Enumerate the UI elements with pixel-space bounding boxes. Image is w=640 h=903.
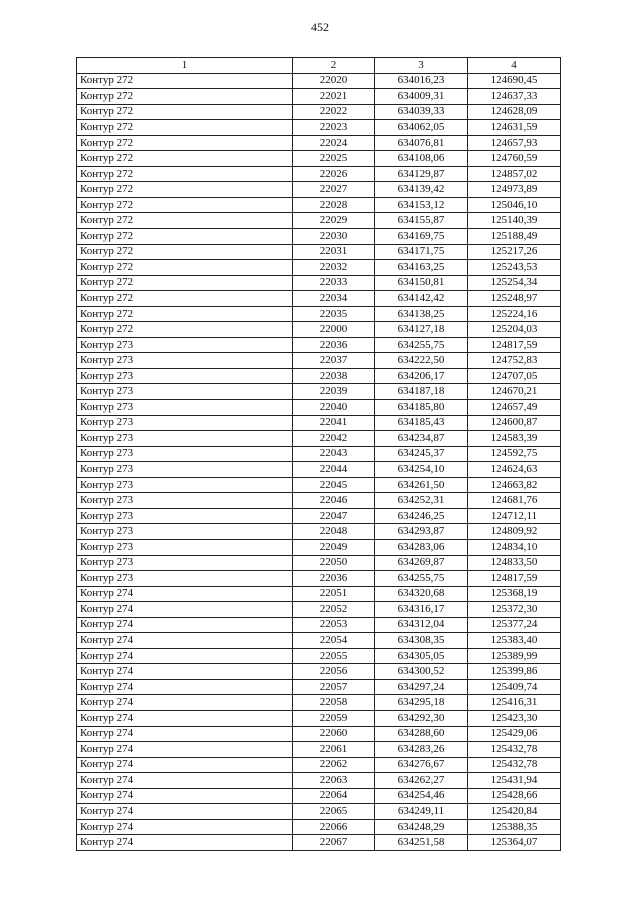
x-coordinate-cell: 634150,81 bbox=[375, 275, 468, 291]
table-row bbox=[77, 384, 561, 400]
point-number-cell: 22042 bbox=[293, 431, 375, 447]
table-row bbox=[77, 322, 561, 338]
contour-name-cell: Контур 272 bbox=[77, 73, 293, 89]
table-row bbox=[77, 742, 561, 758]
contour-name-cell: Контур 272 bbox=[77, 306, 293, 322]
contour-name-cell: Контур 274 bbox=[77, 819, 293, 835]
contour-name-cell: Контур 273 bbox=[77, 415, 293, 431]
y-coordinate-cell: 124817,59 bbox=[468, 571, 561, 587]
x-coordinate-cell: 634312,04 bbox=[375, 617, 468, 633]
point-number-cell: 22025 bbox=[293, 151, 375, 167]
y-coordinate-cell: 125431,94 bbox=[468, 773, 561, 789]
contour-name-cell: Контур 272 bbox=[77, 89, 293, 105]
table-row bbox=[77, 197, 561, 213]
x-coordinate-cell: 634138,25 bbox=[375, 306, 468, 322]
point-number-cell: 22041 bbox=[293, 415, 375, 431]
contour-name-cell: Контур 272 bbox=[77, 260, 293, 276]
contour-name-cell: Контур 274 bbox=[77, 695, 293, 711]
y-coordinate-cell: 125217,26 bbox=[468, 244, 561, 260]
contour-name-cell: Контур 272 bbox=[77, 197, 293, 213]
x-coordinate-cell: 634295,18 bbox=[375, 695, 468, 711]
point-number-cell: 22020 bbox=[293, 73, 375, 89]
point-number-cell: 22057 bbox=[293, 679, 375, 695]
contour-name-cell: Контур 274 bbox=[77, 835, 293, 851]
contour-name-cell: Контур 274 bbox=[77, 757, 293, 773]
contour-name-cell: Контур 274 bbox=[77, 602, 293, 618]
table-body bbox=[77, 73, 561, 850]
table-row bbox=[77, 104, 561, 120]
x-coordinate-cell: 634171,75 bbox=[375, 244, 468, 260]
y-coordinate-cell: 124857,02 bbox=[468, 166, 561, 182]
contour-name-cell: Контур 272 bbox=[77, 151, 293, 167]
x-coordinate-cell: 634185,43 bbox=[375, 415, 468, 431]
point-number-cell: 22059 bbox=[293, 710, 375, 726]
table-row bbox=[77, 477, 561, 493]
contour-name-cell: Контур 272 bbox=[77, 229, 293, 245]
x-coordinate-cell: 634139,42 bbox=[375, 182, 468, 198]
contour-name-cell: Контур 272 bbox=[77, 120, 293, 136]
x-coordinate-cell: 634108,06 bbox=[375, 151, 468, 167]
column-header-4: 4 bbox=[468, 58, 561, 74]
y-coordinate-cell: 125423,30 bbox=[468, 710, 561, 726]
contour-name-cell: Контур 273 bbox=[77, 446, 293, 462]
y-coordinate-cell: 125428,66 bbox=[468, 788, 561, 804]
y-coordinate-cell: 124834,10 bbox=[468, 539, 561, 555]
table-row bbox=[77, 757, 561, 773]
table-row bbox=[77, 73, 561, 89]
table-row bbox=[77, 617, 561, 633]
y-coordinate-cell: 124707,05 bbox=[468, 368, 561, 384]
contour-name-cell: Контур 272 bbox=[77, 275, 293, 291]
table-row bbox=[77, 337, 561, 353]
point-number-cell: 22063 bbox=[293, 773, 375, 789]
point-number-cell: 22058 bbox=[293, 695, 375, 711]
point-number-cell: 22027 bbox=[293, 182, 375, 198]
point-number-cell: 22024 bbox=[293, 135, 375, 151]
contour-name-cell: Контур 273 bbox=[77, 493, 293, 509]
point-number-cell: 22031 bbox=[293, 244, 375, 260]
x-coordinate-cell: 634316,17 bbox=[375, 602, 468, 618]
table-row bbox=[77, 571, 561, 587]
x-coordinate-cell: 634293,87 bbox=[375, 524, 468, 540]
y-coordinate-cell: 124973,89 bbox=[468, 182, 561, 198]
point-number-cell: 22065 bbox=[293, 804, 375, 820]
table-row bbox=[77, 819, 561, 835]
contour-name-cell: Контур 273 bbox=[77, 384, 293, 400]
y-coordinate-cell: 125204,03 bbox=[468, 322, 561, 338]
point-number-cell: 22035 bbox=[293, 306, 375, 322]
x-coordinate-cell: 634292,30 bbox=[375, 710, 468, 726]
table-row bbox=[77, 493, 561, 509]
y-coordinate-cell: 124583,39 bbox=[468, 431, 561, 447]
y-coordinate-cell: 125188,49 bbox=[468, 229, 561, 245]
point-number-cell: 22056 bbox=[293, 664, 375, 680]
x-coordinate-cell: 634163,25 bbox=[375, 260, 468, 276]
point-number-cell: 22051 bbox=[293, 586, 375, 602]
point-number-cell: 22045 bbox=[293, 477, 375, 493]
y-coordinate-cell: 125429,06 bbox=[468, 726, 561, 742]
x-coordinate-cell: 634262,27 bbox=[375, 773, 468, 789]
contour-name-cell: Контур 273 bbox=[77, 508, 293, 524]
y-coordinate-cell: 125243,53 bbox=[468, 260, 561, 276]
y-coordinate-cell: 124690,45 bbox=[468, 73, 561, 89]
contour-name-cell: Контур 273 bbox=[77, 337, 293, 353]
point-number-cell: 22000 bbox=[293, 322, 375, 338]
contour-name-cell: Контур 274 bbox=[77, 664, 293, 680]
table-row bbox=[77, 773, 561, 789]
table-row bbox=[77, 539, 561, 555]
x-coordinate-cell: 634248,29 bbox=[375, 819, 468, 835]
point-number-cell: 22033 bbox=[293, 275, 375, 291]
point-number-cell: 22067 bbox=[293, 835, 375, 851]
table-row bbox=[77, 835, 561, 851]
x-coordinate-cell: 634129,87 bbox=[375, 166, 468, 182]
point-number-cell: 22037 bbox=[293, 353, 375, 369]
table-row bbox=[77, 275, 561, 291]
contour-name-cell: Контур 272 bbox=[77, 322, 293, 338]
y-coordinate-cell: 124817,59 bbox=[468, 337, 561, 353]
point-number-cell: 22047 bbox=[293, 508, 375, 524]
y-coordinate-cell: 125399,86 bbox=[468, 664, 561, 680]
contour-name-cell: Контур 274 bbox=[77, 773, 293, 789]
table-row bbox=[77, 586, 561, 602]
table-row bbox=[77, 353, 561, 369]
point-number-cell: 22064 bbox=[293, 788, 375, 804]
y-coordinate-cell: 125372,30 bbox=[468, 602, 561, 618]
y-coordinate-cell: 125432,78 bbox=[468, 742, 561, 758]
point-number-cell: 22044 bbox=[293, 462, 375, 478]
point-number-cell: 22066 bbox=[293, 819, 375, 835]
y-coordinate-cell: 124592,75 bbox=[468, 446, 561, 462]
contour-name-cell: Контур 272 bbox=[77, 244, 293, 260]
table-row bbox=[77, 182, 561, 198]
contour-name-cell: Контур 273 bbox=[77, 353, 293, 369]
x-coordinate-cell: 634254,46 bbox=[375, 788, 468, 804]
x-coordinate-cell: 634308,35 bbox=[375, 633, 468, 649]
table-row bbox=[77, 306, 561, 322]
y-coordinate-cell: 124670,21 bbox=[468, 384, 561, 400]
point-number-cell: 22048 bbox=[293, 524, 375, 540]
y-coordinate-cell: 124657,93 bbox=[468, 135, 561, 151]
contour-name-cell: Контур 274 bbox=[77, 679, 293, 695]
y-coordinate-cell: 125409,74 bbox=[468, 679, 561, 695]
x-coordinate-cell: 634016,23 bbox=[375, 73, 468, 89]
table-row bbox=[77, 120, 561, 136]
page-number: 452 bbox=[311, 20, 329, 34]
table-row bbox=[77, 446, 561, 462]
x-coordinate-cell: 634245,37 bbox=[375, 446, 468, 462]
contour-name-cell: Контур 273 bbox=[77, 524, 293, 540]
table-row bbox=[77, 508, 561, 524]
contour-name-cell: Контур 273 bbox=[77, 462, 293, 478]
x-coordinate-cell: 634169,75 bbox=[375, 229, 468, 245]
x-coordinate-cell: 634283,26 bbox=[375, 742, 468, 758]
x-coordinate-cell: 634269,87 bbox=[375, 555, 468, 571]
table-row bbox=[77, 291, 561, 307]
x-coordinate-cell: 634222,50 bbox=[375, 353, 468, 369]
contour-name-cell: Контур 273 bbox=[77, 477, 293, 493]
contour-name-cell: Контур 274 bbox=[77, 742, 293, 758]
y-coordinate-cell: 124631,59 bbox=[468, 120, 561, 136]
x-coordinate-cell: 634297,24 bbox=[375, 679, 468, 695]
x-coordinate-cell: 634276,67 bbox=[375, 757, 468, 773]
table-row bbox=[77, 664, 561, 680]
contour-name-cell: Контур 274 bbox=[77, 633, 293, 649]
table-row bbox=[77, 166, 561, 182]
contour-name-cell: Контур 272 bbox=[77, 135, 293, 151]
table-row bbox=[77, 602, 561, 618]
point-number-cell: 22043 bbox=[293, 446, 375, 462]
x-coordinate-cell: 634288,60 bbox=[375, 726, 468, 742]
table-row bbox=[77, 135, 561, 151]
y-coordinate-cell: 125364,07 bbox=[468, 835, 561, 851]
x-coordinate-cell: 634142,42 bbox=[375, 291, 468, 307]
x-coordinate-cell: 634153,12 bbox=[375, 197, 468, 213]
contour-name-cell: Контур 274 bbox=[77, 726, 293, 742]
x-coordinate-cell: 634305,05 bbox=[375, 648, 468, 664]
point-number-cell: 22021 bbox=[293, 89, 375, 105]
x-coordinate-cell: 634127,18 bbox=[375, 322, 468, 338]
contour-name-cell: Контур 272 bbox=[77, 104, 293, 120]
y-coordinate-cell: 125432,78 bbox=[468, 757, 561, 773]
point-number-cell: 22022 bbox=[293, 104, 375, 120]
y-coordinate-cell: 125254,34 bbox=[468, 275, 561, 291]
y-coordinate-cell: 125377,24 bbox=[468, 617, 561, 633]
coordinates-table bbox=[76, 57, 561, 851]
contour-name-cell: Контур 274 bbox=[77, 617, 293, 633]
point-number-cell: 22040 bbox=[293, 400, 375, 416]
y-coordinate-cell: 125388,35 bbox=[468, 819, 561, 835]
table-row bbox=[77, 726, 561, 742]
x-coordinate-cell: 634185,80 bbox=[375, 400, 468, 416]
table-row bbox=[77, 151, 561, 167]
y-coordinate-cell: 124657,49 bbox=[468, 400, 561, 416]
point-number-cell: 22038 bbox=[293, 368, 375, 384]
x-coordinate-cell: 634234,87 bbox=[375, 431, 468, 447]
point-number-cell: 22034 bbox=[293, 291, 375, 307]
point-number-cell: 22054 bbox=[293, 633, 375, 649]
contour-name-cell: Контур 272 bbox=[77, 213, 293, 229]
x-coordinate-cell: 634155,87 bbox=[375, 213, 468, 229]
point-number-cell: 22039 bbox=[293, 384, 375, 400]
y-coordinate-cell: 124600,87 bbox=[468, 415, 561, 431]
y-coordinate-cell: 125046,10 bbox=[468, 197, 561, 213]
table-row bbox=[77, 415, 561, 431]
table-row bbox=[77, 710, 561, 726]
y-coordinate-cell: 125368,19 bbox=[468, 586, 561, 602]
contour-name-cell: Контур 274 bbox=[77, 710, 293, 726]
column-header-1: 1 bbox=[77, 58, 293, 74]
y-coordinate-cell: 125224,16 bbox=[468, 306, 561, 322]
point-number-cell: 22062 bbox=[293, 757, 375, 773]
point-number-cell: 22036 bbox=[293, 571, 375, 587]
column-header-3: 3 bbox=[375, 58, 468, 74]
x-coordinate-cell: 634255,75 bbox=[375, 571, 468, 587]
contour-name-cell: Контур 274 bbox=[77, 788, 293, 804]
y-coordinate-cell: 124663,82 bbox=[468, 477, 561, 493]
point-number-cell: 22046 bbox=[293, 493, 375, 509]
y-coordinate-cell: 125389,99 bbox=[468, 648, 561, 664]
table-row bbox=[77, 524, 561, 540]
x-coordinate-cell: 634255,75 bbox=[375, 337, 468, 353]
table-row bbox=[77, 788, 561, 804]
table-row bbox=[77, 431, 561, 447]
point-number-cell: 22061 bbox=[293, 742, 375, 758]
x-coordinate-cell: 634249,11 bbox=[375, 804, 468, 820]
table-row bbox=[77, 462, 561, 478]
table-row bbox=[77, 633, 561, 649]
table-row bbox=[77, 89, 561, 105]
x-coordinate-cell: 634251,58 bbox=[375, 835, 468, 851]
contour-name-cell: Контур 272 bbox=[77, 166, 293, 182]
y-coordinate-cell: 124833,50 bbox=[468, 555, 561, 571]
table-row bbox=[77, 260, 561, 276]
point-number-cell: 22023 bbox=[293, 120, 375, 136]
y-coordinate-cell: 125383,40 bbox=[468, 633, 561, 649]
y-coordinate-cell: 124712,11 bbox=[468, 508, 561, 524]
point-number-cell: 22053 bbox=[293, 617, 375, 633]
table-row bbox=[77, 213, 561, 229]
point-number-cell: 22029 bbox=[293, 213, 375, 229]
column-header-2: 2 bbox=[293, 58, 375, 74]
x-coordinate-cell: 634246,25 bbox=[375, 508, 468, 524]
point-number-cell: 22049 bbox=[293, 539, 375, 555]
x-coordinate-cell: 634320,68 bbox=[375, 586, 468, 602]
x-coordinate-cell: 634252,31 bbox=[375, 493, 468, 509]
table-row bbox=[77, 555, 561, 571]
table-row bbox=[77, 648, 561, 664]
point-number-cell: 22026 bbox=[293, 166, 375, 182]
point-number-cell: 22032 bbox=[293, 260, 375, 276]
contour-name-cell: Контур 272 bbox=[77, 182, 293, 198]
table-row bbox=[77, 244, 561, 260]
y-coordinate-cell: 124809,92 bbox=[468, 524, 561, 540]
contour-name-cell: Контур 273 bbox=[77, 555, 293, 571]
contour-name-cell: Контур 273 bbox=[77, 431, 293, 447]
x-coordinate-cell: 634261,50 bbox=[375, 477, 468, 493]
x-coordinate-cell: 634300,52 bbox=[375, 664, 468, 680]
x-coordinate-cell: 634062,05 bbox=[375, 120, 468, 136]
point-number-cell: 22055 bbox=[293, 648, 375, 664]
x-coordinate-cell: 634076,81 bbox=[375, 135, 468, 151]
contour-name-cell: Контур 273 bbox=[77, 571, 293, 587]
y-coordinate-cell: 124628,09 bbox=[468, 104, 561, 120]
table-row bbox=[77, 229, 561, 245]
table-row bbox=[77, 804, 561, 820]
table-row bbox=[77, 368, 561, 384]
point-number-cell: 22028 bbox=[293, 197, 375, 213]
contour-name-cell: Контур 273 bbox=[77, 539, 293, 555]
contour-name-cell: Контур 274 bbox=[77, 648, 293, 664]
x-coordinate-cell: 634039,33 bbox=[375, 104, 468, 120]
x-coordinate-cell: 634187,18 bbox=[375, 384, 468, 400]
table-header-row bbox=[77, 58, 561, 74]
y-coordinate-cell: 125416,31 bbox=[468, 695, 561, 711]
y-coordinate-cell: 125420,84 bbox=[468, 804, 561, 820]
x-coordinate-cell: 634254,10 bbox=[375, 462, 468, 478]
point-number-cell: 22060 bbox=[293, 726, 375, 742]
point-number-cell: 22030 bbox=[293, 229, 375, 245]
contour-name-cell: Контур 274 bbox=[77, 586, 293, 602]
point-number-cell: 22036 bbox=[293, 337, 375, 353]
x-coordinate-cell: 634009,31 bbox=[375, 89, 468, 105]
y-coordinate-cell: 125140,39 bbox=[468, 213, 561, 229]
y-coordinate-cell: 124760,59 bbox=[468, 151, 561, 167]
x-coordinate-cell: 634283,06 bbox=[375, 539, 468, 555]
y-coordinate-cell: 124624,63 bbox=[468, 462, 561, 478]
table-row bbox=[77, 679, 561, 695]
point-number-cell: 22050 bbox=[293, 555, 375, 571]
x-coordinate-cell: 634206,17 bbox=[375, 368, 468, 384]
point-number-cell: 22052 bbox=[293, 602, 375, 618]
contour-name-cell: Контур 273 bbox=[77, 368, 293, 384]
contour-name-cell: Контур 272 bbox=[77, 291, 293, 307]
contour-name-cell: Контур 273 bbox=[77, 400, 293, 416]
y-coordinate-cell: 124681,76 bbox=[468, 493, 561, 509]
table-row bbox=[77, 695, 561, 711]
y-coordinate-cell: 124637,33 bbox=[468, 89, 561, 105]
y-coordinate-cell: 125248,97 bbox=[468, 291, 561, 307]
table-row bbox=[77, 400, 561, 416]
y-coordinate-cell: 124752,83 bbox=[468, 353, 561, 369]
contour-name-cell: Контур 274 bbox=[77, 804, 293, 820]
